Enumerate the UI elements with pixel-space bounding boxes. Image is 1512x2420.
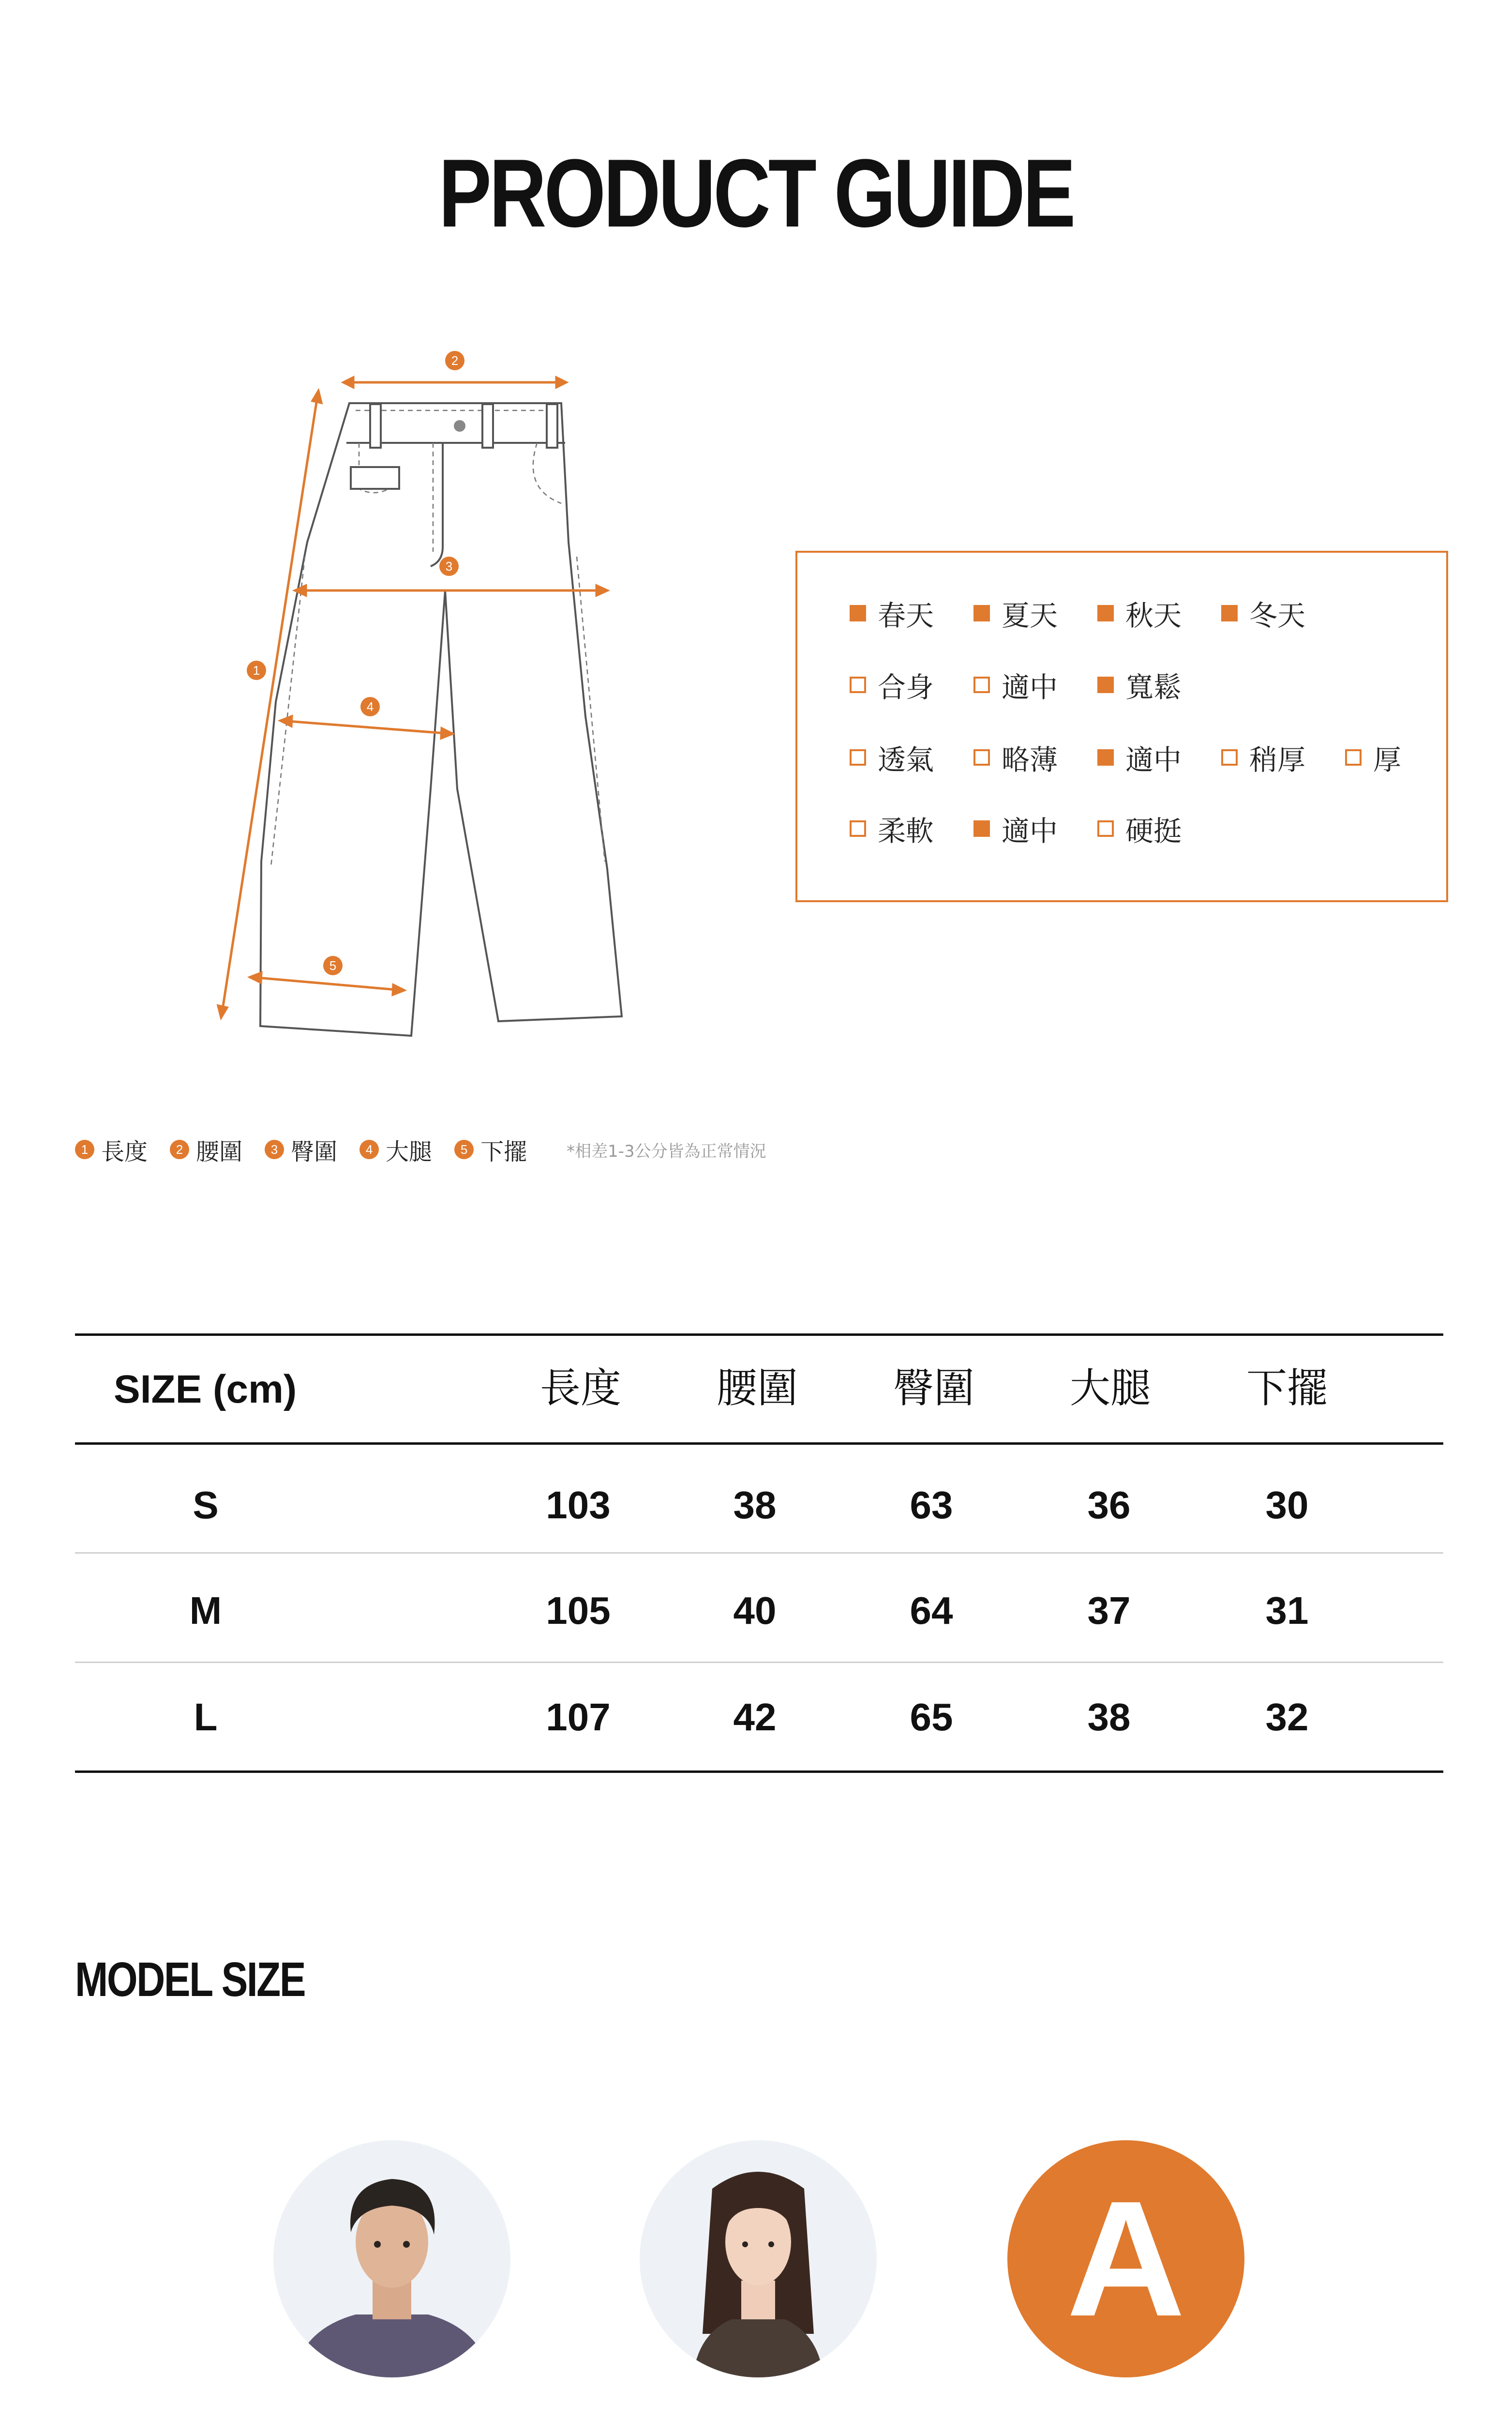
table-cell: 103 bbox=[546, 1483, 611, 1527]
checkbox-icon bbox=[850, 677, 866, 693]
table-header-size: SIZE (cm) bbox=[114, 1367, 297, 1411]
checkbox-icon bbox=[850, 749, 866, 766]
checkbox-icon bbox=[1221, 749, 1238, 766]
table-header-rule bbox=[75, 1442, 1443, 1445]
table-header: 長度 bbox=[539, 1364, 621, 1412]
model-size-title: MODEL SIZE bbox=[75, 1952, 305, 2007]
person-icon bbox=[273, 2140, 510, 2377]
attr-item: 春天 bbox=[850, 594, 973, 633]
svg-text:3: 3 bbox=[445, 559, 453, 574]
avatar-a: A bbox=[1007, 2140, 1244, 2377]
pants-outline bbox=[260, 403, 622, 1036]
attr-item: 適中 bbox=[1097, 738, 1221, 777]
checkbox-icon bbox=[973, 749, 990, 766]
person-icon bbox=[640, 2140, 877, 2377]
table-cell: 36 bbox=[1087, 1483, 1131, 1527]
table-cell: 32 bbox=[1265, 1695, 1309, 1739]
table-cell: 63 bbox=[910, 1483, 953, 1527]
table-cell-size: S bbox=[193, 1483, 219, 1527]
checkbox-icon bbox=[973, 677, 990, 693]
table-cell: 107 bbox=[546, 1695, 611, 1739]
checkbox-icon bbox=[1097, 820, 1114, 837]
table-cell: 38 bbox=[1087, 1695, 1131, 1739]
fit-row bbox=[850, 666, 1221, 704]
button-icon bbox=[454, 420, 465, 432]
legend-item: 5 下擺 bbox=[454, 1133, 527, 1166]
table-row-rule bbox=[75, 1662, 1443, 1663]
table-top-rule bbox=[75, 1333, 1443, 1336]
table-cell-size: M bbox=[189, 1589, 222, 1632]
attribute-box bbox=[795, 551, 1448, 902]
table-cell: 105 bbox=[546, 1589, 611, 1632]
thickness-row bbox=[850, 738, 1469, 777]
attr-item: 寬鬆 bbox=[1097, 666, 1221, 704]
table-cell-size: L bbox=[194, 1695, 218, 1739]
avatar-owen bbox=[273, 2140, 510, 2377]
attr-item: 秋天 bbox=[1097, 594, 1221, 633]
attr-item: 稍厚 bbox=[1221, 738, 1345, 777]
table-cell: 37 bbox=[1087, 1589, 1131, 1632]
table-cell: 64 bbox=[910, 1589, 953, 1632]
svg-text:2: 2 bbox=[451, 353, 459, 368]
table-cell: 31 bbox=[1265, 1589, 1309, 1632]
attr-item: 合身 bbox=[850, 666, 973, 704]
checkbox-icon bbox=[1097, 749, 1114, 766]
attr-item: 透氣 bbox=[850, 738, 973, 777]
checkbox-icon bbox=[973, 820, 990, 837]
attr-item: 冬天 bbox=[1221, 594, 1345, 633]
softness-row bbox=[850, 809, 1221, 848]
attr-item: 適中 bbox=[973, 809, 1097, 848]
table-cell: 30 bbox=[1265, 1483, 1309, 1527]
pants-diagram bbox=[203, 339, 668, 1070]
table-header: 臀圍 bbox=[893, 1364, 974, 1412]
table-header: 腰圍 bbox=[716, 1364, 798, 1412]
season-row bbox=[850, 594, 1345, 633]
attr-item: 夏天 bbox=[973, 594, 1097, 633]
checkbox-icon bbox=[1097, 677, 1114, 693]
attr-item: 略薄 bbox=[973, 738, 1097, 777]
page-title: PRODUCT GUIDE bbox=[438, 139, 1074, 247]
legend-item: 4 大腿 bbox=[359, 1133, 432, 1166]
legend-note: *相差1-3公分皆為正常情況 bbox=[567, 1141, 766, 1161]
checkbox-icon bbox=[973, 605, 990, 621]
attr-item: 硬挺 bbox=[1097, 809, 1221, 848]
table-header: 大腿 bbox=[1069, 1364, 1151, 1412]
checkbox-icon bbox=[1221, 605, 1238, 621]
attr-item: 厚 bbox=[1345, 738, 1469, 777]
table-cell: 42 bbox=[733, 1695, 777, 1739]
measurement-legend bbox=[75, 1133, 766, 1166]
attr-item: 柔軟 bbox=[850, 809, 973, 848]
legend-item: 2 腰圍 bbox=[170, 1133, 242, 1166]
table-cell: 65 bbox=[910, 1695, 953, 1739]
legend-item: 1 長度 bbox=[75, 1133, 148, 1166]
checkbox-icon bbox=[1097, 605, 1114, 621]
svg-text:1: 1 bbox=[253, 663, 260, 678]
checkbox-icon bbox=[850, 820, 866, 837]
svg-text:4: 4 bbox=[366, 699, 374, 714]
table-bottom-rule bbox=[75, 1770, 1443, 1773]
attr-item: 適中 bbox=[973, 666, 1097, 704]
legend-item: 3 臀圍 bbox=[265, 1133, 337, 1166]
table-header: 下擺 bbox=[1246, 1364, 1328, 1412]
table-row-rule bbox=[75, 1552, 1443, 1554]
checkbox-icon bbox=[850, 605, 866, 621]
svg-text:5: 5 bbox=[329, 958, 337, 973]
table-cell: 40 bbox=[733, 1589, 777, 1632]
table-cell: 38 bbox=[733, 1483, 777, 1527]
checkbox-icon bbox=[1345, 749, 1362, 766]
avatar-lucy bbox=[640, 2140, 877, 2377]
